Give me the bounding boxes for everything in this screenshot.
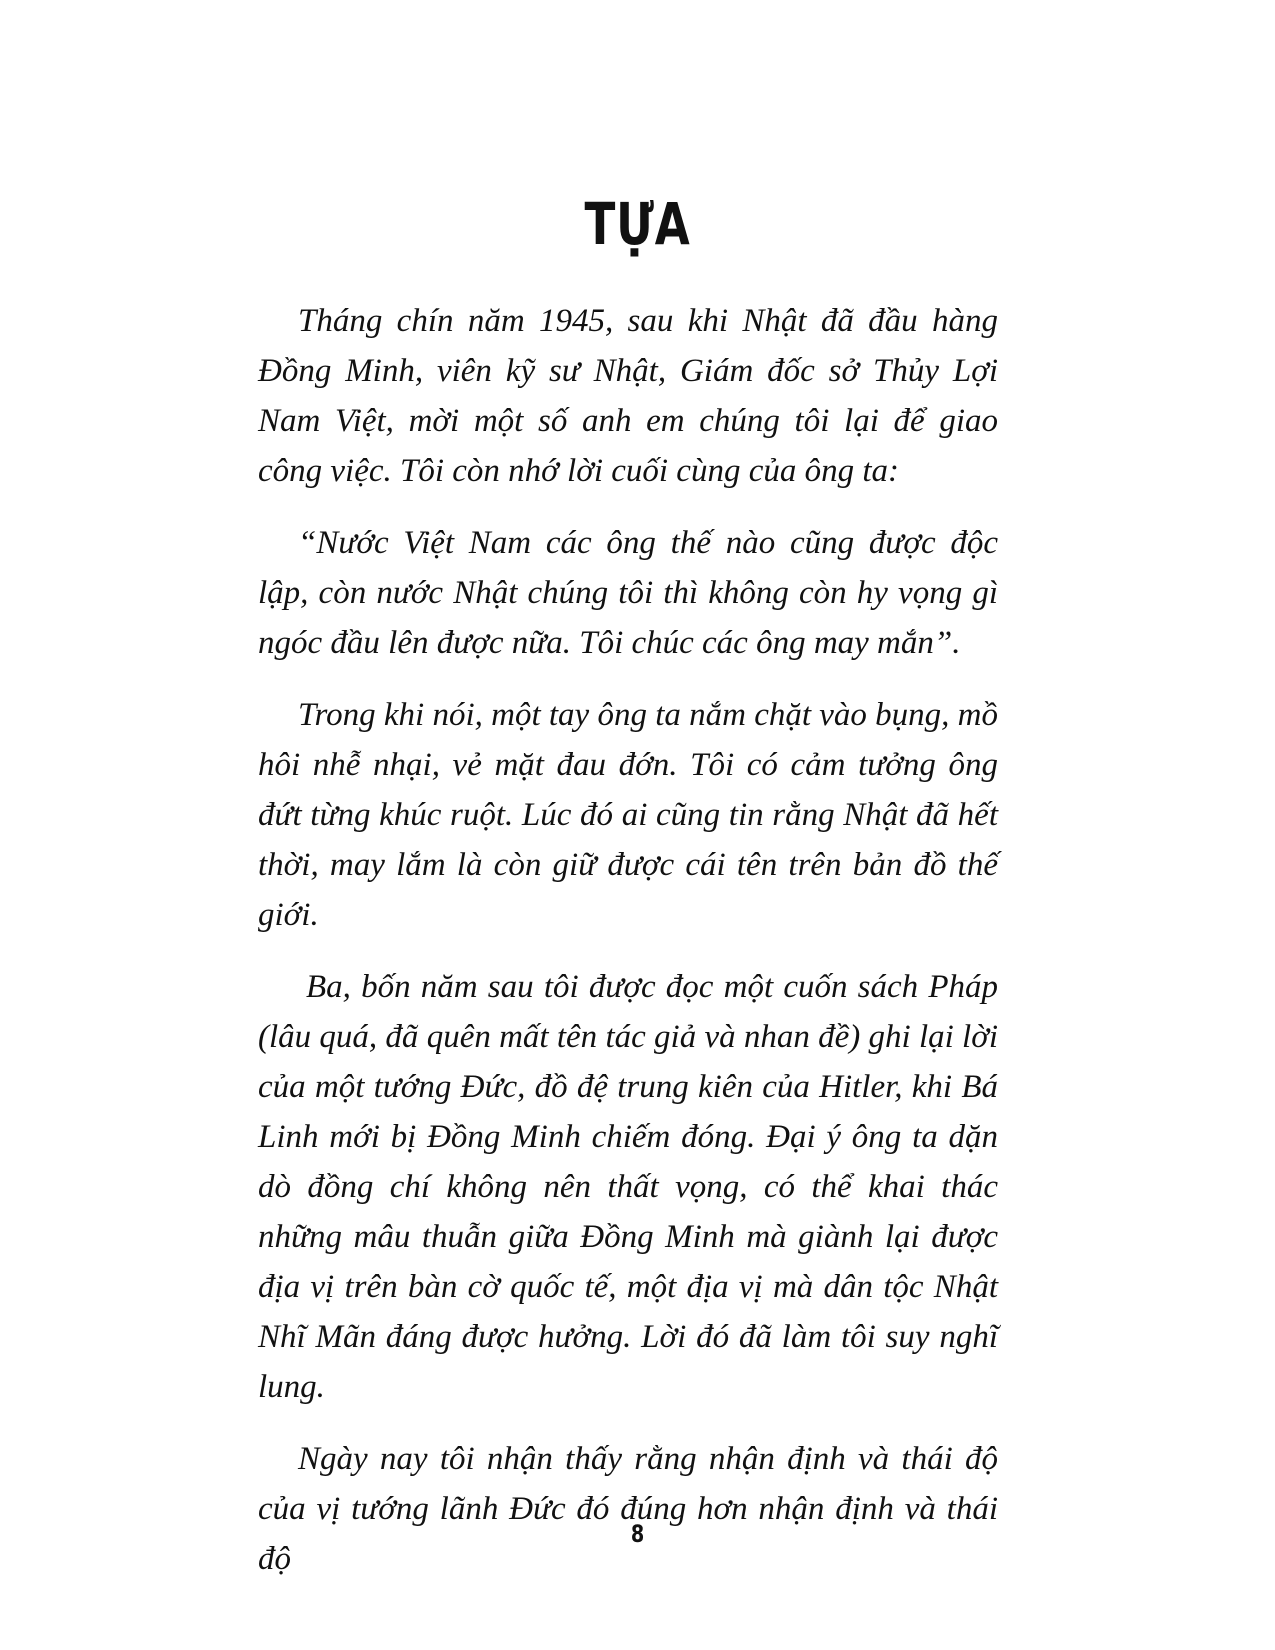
paragraph-4: Ba, bốn năm sau tôi được đọc một cuốn sách Pháp (lâu quá, đã quên mất tên tác giả và nhan đề) ghi lại lời của một tướng Đức, đồ đệ trung kiên của Hitler, khi Bá Linh mới bị Đồng Minh chiếm đóng. Đại ý ông ta dặn dò đồng chí không nên thất vọng, có thể khai thác những mâu thuẫn giữa Đồng Minh mà giành lại được địa vị trên bàn cờ quốc tế, một địa vị mà dân tộc Nhật Nhĩ Mãn đáng được hưởng. Lời đó đã làm tôi suy nghĩ lung.	[258, 969, 998, 1405]
paragraph-quote: “Nước Việt Nam các ông thế nào cũng được độc lập, còn nước Nhật chúng tôi thì không còn hy vọng gì ngóc đầu lên được nữa. Tôi chúc các ông may mắn”.	[258, 525, 998, 661]
page-number: 8	[630, 1520, 645, 1548]
paragraph-3: Trong khi nói, một tay ông ta nắm chặt vào bụng, mồ hôi nhễ nhại, vẻ mặt đau đớn. Tôi có cảm tưởng ông đứt từng khúc ruột. Lúc đó ai cũng tin rằng Nhật đã hết thời, may lắm là còn giữ được cái tên trên bản đồ thế giới.	[258, 697, 998, 933]
body-text	[258, 296, 998, 1606]
page-title: TỰA	[584, 190, 691, 258]
paragraph-5: Ngày nay tôi nhận thấy rằng nhận định và thái độ của vị tướng lãnh Đức đó đúng hơn nhận định và thái độ	[258, 1441, 998, 1577]
paragraph-1: Tháng chín năm 1945, sau khi Nhật đã đầu hàng Đồng Minh, viên kỹ sư Nhật, Giám đốc sở Thủy Lợi Nam Việt, mời một số anh em chúng tôi lại để giao công việc. Tôi còn nhớ lời cuối cùng của ông ta:	[258, 303, 998, 489]
